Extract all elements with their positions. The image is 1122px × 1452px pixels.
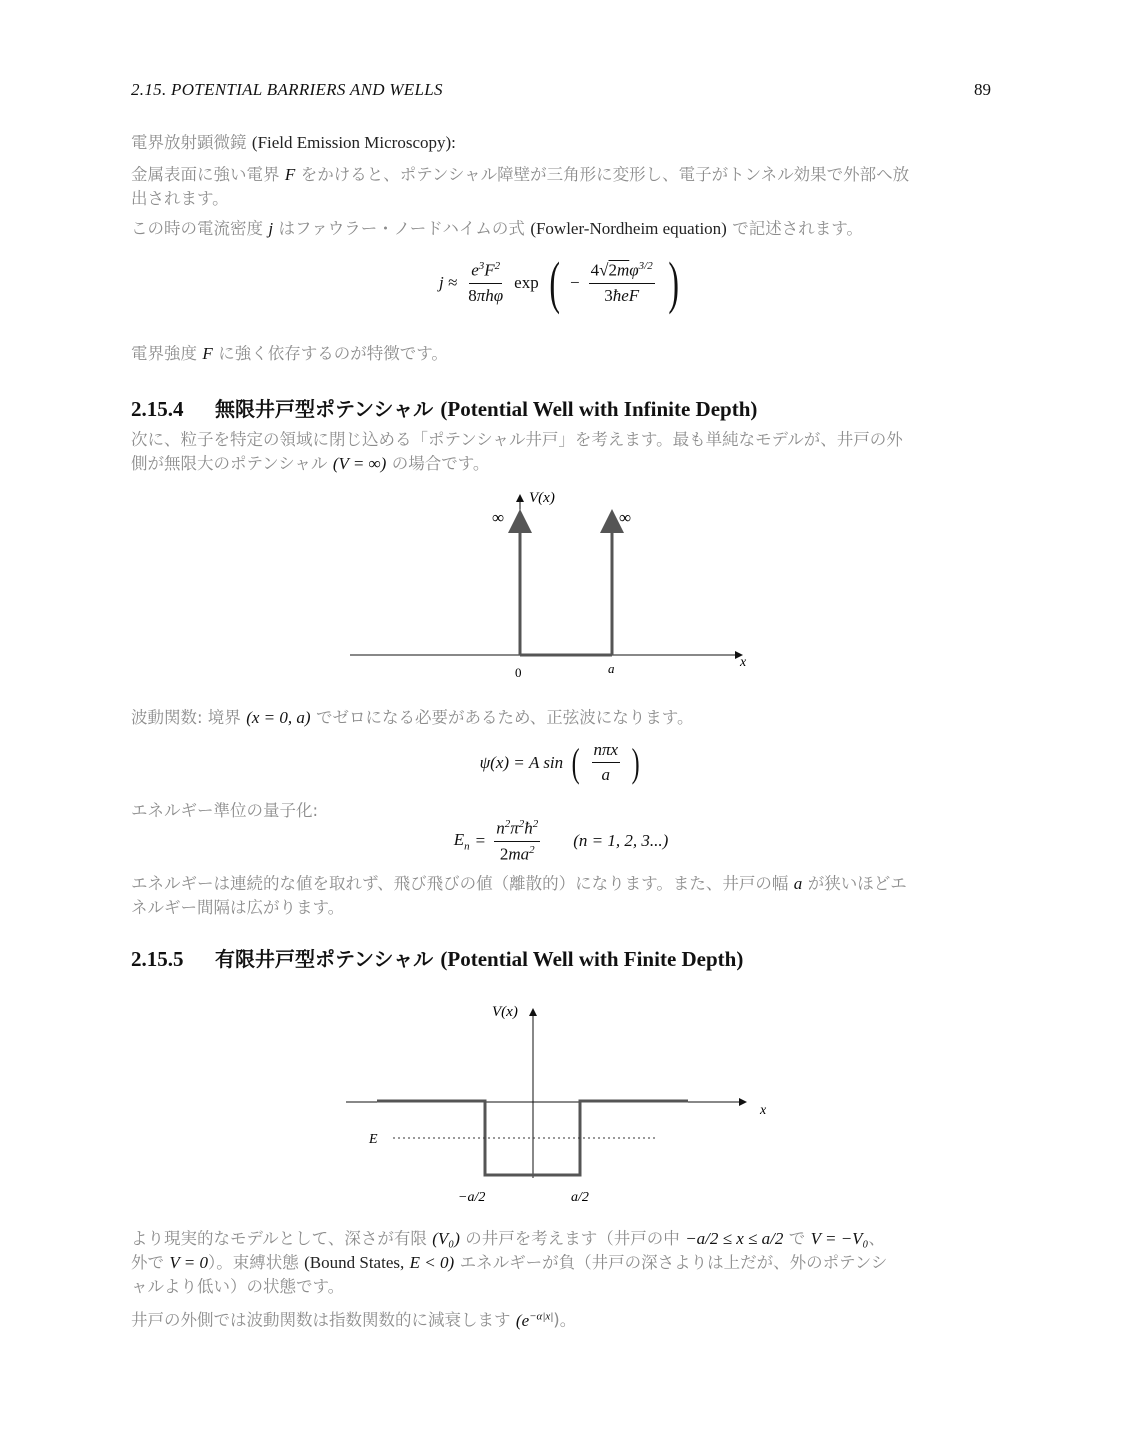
fem-p3-var: F <box>202 344 213 363</box>
sec4-p4-text-c: ネルギー間隔は広がります。 <box>131 898 345 917</box>
xlabel: x <box>760 1103 767 1118</box>
sec4-p4-text-b: が狭いほどエ <box>807 874 907 893</box>
fn-eq-exp: exp <box>514 273 539 292</box>
fem-paragraph-2 <box>131 217 993 241</box>
sec5-p2-math-1: V = 0 <box>169 1253 208 1272</box>
sec4-p2-math: (x = 0, a) <box>246 708 311 727</box>
energy-lhs: E <box>453 829 465 849</box>
fem-paragraph-1 <box>131 163 993 211</box>
section-heading-2-15-4 <box>131 393 757 422</box>
wavefunction-num: nπx <box>592 740 621 763</box>
sec4-p1-text-c: の場合です。 <box>391 454 490 473</box>
infinite-well-figure <box>340 485 760 685</box>
wavefunction-argument <box>592 740 621 785</box>
fem-p3-text-b: に強く依存するのが特徴です。 <box>218 344 448 363</box>
running-header <box>131 80 991 102</box>
sec4-paragraph-2 <box>131 706 993 730</box>
fn-eq-lhs: j ≈ <box>438 273 458 292</box>
fem-heading-jp: 電界放射顕微鏡 <box>131 133 247 152</box>
sec5-p1-text-c: で <box>788 1229 806 1248</box>
section-title-en: (Potential Well with Finite Depth) <box>440 947 744 971</box>
sec5-p1-math-2: −a/2 ≤ x ≤ a/2 <box>685 1229 784 1248</box>
fn-eq-prefactor: $\frac{e^3F^2}{\text{8πhφ}}$ <box>468 260 504 305</box>
sec4-p4-text-a: エネルギーは連続的な値を取れず、飛び飛びの値（離散的）になります。また、井戸の幅 <box>131 874 789 893</box>
xlabel: x <box>740 655 747 670</box>
sec5-p4-math: (e <box>515 1310 530 1330</box>
sec5-p1-text-a: より現実的なモデルとして、深さが有限 <box>131 1229 427 1248</box>
fem-p2-text-a: この時の電流密度 <box>131 219 263 238</box>
energy-fraction: $\frac{n^2\pi^2ħ^2}{2ma^2}$ <box>496 818 539 864</box>
tick-a-label: a <box>608 661 615 676</box>
ylabel: V(x) <box>492 1004 518 1020</box>
ylabel: V(x) <box>529 490 555 506</box>
sec4-p3-text: エネルギー準位の量子化: <box>131 801 319 820</box>
sec5-p2-text-a: 外で <box>131 1253 164 1272</box>
sec5-p1-text-d: 、 <box>868 1229 885 1248</box>
tick-right-label: a/2 <box>571 1190 589 1205</box>
wavefunction-equation: ψ(x) = A sin ( $\frac{\text{nπx}}{a}$ ) <box>479 739 640 785</box>
fem-p1-text-b: をかけると、ポテンシャル障壁が三角形に変形し、電子がトンネル効果で外部へ放 <box>300 165 910 184</box>
fem-p1-text-a: 金属表面に強い電界 <box>131 165 280 184</box>
sec5-p2-math-2: E < 0) <box>409 1253 455 1272</box>
sec5-p3-text: ャルより低い）の状態です。 <box>131 1277 345 1296</box>
sec4-p4-var: a <box>793 874 803 893</box>
fem-p2-text-b: はファウラー・ノードハイムの式 <box>278 219 525 238</box>
sec4-paragraph-1 <box>131 428 993 476</box>
sec5-p4-sup: −α|x| <box>529 1310 554 1322</box>
fem-heading <box>131 131 993 155</box>
fem-p2-text-c: で記述されます。 <box>732 219 863 238</box>
sec5-paragraph-2 <box>131 1305 993 1333</box>
sec5-p2-text-b: ）。束縛状態 <box>207 1253 299 1272</box>
wavefunction-den: a <box>601 765 611 784</box>
sec4-p2-text-a: 波動関数: 境界 <box>131 708 241 727</box>
sec5-p1-math-1: (V₀) <box>432 1229 460 1248</box>
fem-paragraph-3 <box>131 342 993 366</box>
fem-p2-en: (Fowler-Nordheim equation) <box>530 219 727 238</box>
fem-p3-text-a: 電界強度 <box>131 344 197 363</box>
sec5-p2-text-c: エネルギーが負（井戸の深さよりは上だが、外のポテンシ <box>459 1253 888 1272</box>
section-number: 2.15.4 <box>131 397 184 421</box>
sec5-p4-text-a: 井戸の外側では波動関数は指数関数的に減衰します <box>131 1310 511 1330</box>
section-title-jp: 無限井戸型ポテンシャル <box>215 397 434 421</box>
energy-condition: (n = 1, 2, 3...) <box>573 831 669 851</box>
section-title-en: (Potential Well with Infinite Depth) <box>440 397 758 421</box>
energy-label: E <box>369 1132 378 1147</box>
sec4-p1-text-a: 次に、粒子を特定の領域に閉じ込める「ポテンシャル井戸」を考えます。最も単純なモデルが、井戸の外 <box>131 430 903 449</box>
section-number: 2.15.5 <box>131 947 184 971</box>
page-number: 89 <box>974 80 991 99</box>
sec4-p1-text-b: 側が無限大のポテンシャル <box>131 454 328 473</box>
fem-p1-text-c: 出されます。 <box>131 189 229 208</box>
sec5-p1-text-b: の井戸を考えます（井戸の中 <box>465 1229 680 1248</box>
energy-levels-equation: $E_n$ = $\frac{n^2\pi^2ħ^2}{2ma^2}$ (n = 1, 2, 3...) <box>453 818 669 864</box>
sec5-p4-end: )。 <box>553 1310 577 1330</box>
tick-left-label: −a/2 <box>458 1190 486 1205</box>
running-header-title: 2.15. POTENTIAL BARRIERS AND WELLS <box>131 80 443 99</box>
fowler-nordheim-equation: j ≈ $\frac{e^3F^2}{\text{8πhφ}}$ exp ( − $\frac{4√2m\varphi^{3/2}}{\text{3ħeF}}$ ) <box>438 250 679 315</box>
sec4-p1-math: (V = ∞) <box>332 454 387 473</box>
section-title-jp: 有限井戸型ポテンシャル <box>215 947 434 971</box>
wavefunction-lhs: ψ(x) = A sin <box>479 752 564 772</box>
sec5-p1-math-3: V = −V₀ <box>810 1229 869 1248</box>
section-heading-2-15-5 <box>131 943 743 972</box>
sec5-p2-en: (Bound States, <box>304 1253 405 1272</box>
finite-well-figure <box>340 995 780 1210</box>
energy-lhs-sub: n <box>464 840 470 853</box>
sec5-paragraph-1 <box>131 1227 993 1299</box>
sec4-p2-text-b: でゼロになる必要があるため、正弦波になります。 <box>315 708 694 727</box>
inf-left-label: ∞ <box>492 508 505 527</box>
tick-0-label: 0 <box>515 665 522 680</box>
sec4-paragraph-4 <box>131 872 993 920</box>
fem-p1-var: F <box>284 165 296 184</box>
inf-right-label: ∞ <box>619 508 632 527</box>
fem-heading-en: (Field Emission Microscopy): <box>251 133 456 152</box>
fem-p2-var: j <box>268 219 274 238</box>
fn-eq-exponent: $\frac{4√2m\varphi^{3/2}}{\text{3ħeF}}$ <box>590 260 653 305</box>
